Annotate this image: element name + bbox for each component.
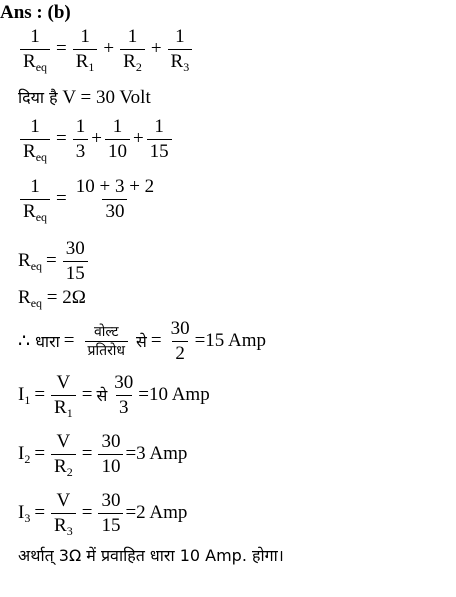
equation-req-result: $R_{eq} = 2\Omega$ <box>18 287 86 310</box>
equation-current-i2: $I_2$ = $\frac{V}{R_2}$ = $\frac{30}{10}$ =3 Amp <box>18 431 188 479</box>
conclusion-text: अर्थात् 3Ω में प्रवाहित धारा 10 Amp. होगा। <box>18 546 284 565</box>
fraction-r3: $\frac{1}{R_3}$ <box>168 26 193 73</box>
answer-heading: Ans : (b) <box>0 2 71 23</box>
fraction-r1: $\frac{1}{R_1}$ <box>73 26 98 73</box>
equation-req-fraction: $R_{eq}$ = $\frac{30}{15}$ <box>18 238 90 285</box>
equation-substituted: $\frac{1}{R_{eq}}$ = $\frac{1}{3}$ + $\frac{1}{10}$ + $\frac{1}{15}$ <box>18 116 174 163</box>
given-line: दिया है V = 30 Volt <box>18 87 151 108</box>
equation-current-i3: $I_3$ = $\frac{V}{R_3}$ = $\frac{30}{15}$ =2 Amp <box>18 490 188 538</box>
fraction-r2: $\frac{1}{R_2}$ <box>120 26 145 73</box>
equation-total-current: ∴ धारा = $\frac{\text{वोल्ट}}{\text{प्रतिरोध}}$ से = $\frac{30}{2}$ =15 Amp <box>18 318 267 364</box>
equation-lcm: $\frac{1}{R_{eq}}$ = $\frac{10 + 3 + 2}{30}$ <box>18 176 159 223</box>
equation-parallel-formula: $\frac{1}{R_{eq}}$ = $\frac{1}{R_1}$ + $\frac{1}{R_2}$ + $\frac{1}{R_3}$ <box>18 26 194 73</box>
equation-current-i1: $I_1$ = $\frac{V}{R_1}$ = से $\frac{30}{3}$ =10 Amp <box>18 372 210 420</box>
fraction-lhs: $\frac{1}{R_{eq}}$ <box>20 26 50 73</box>
